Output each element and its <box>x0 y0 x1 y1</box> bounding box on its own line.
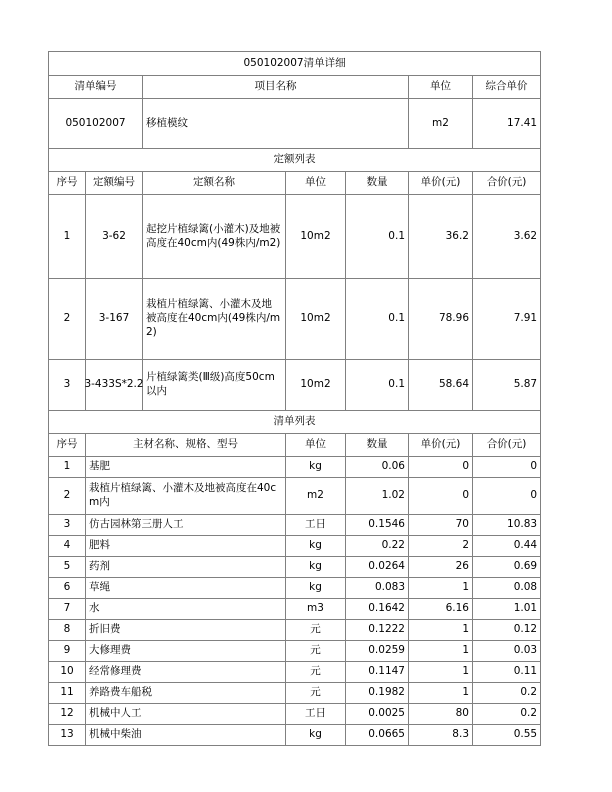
list-qty: 0.1982 <box>346 683 409 704</box>
list-header-qty: 数量 <box>346 434 409 457</box>
quota-qty: 0.1 <box>346 195 409 279</box>
list-name: 肥料 <box>86 536 286 557</box>
list-total: 0.11 <box>473 662 541 683</box>
quota-header-qty: 数量 <box>346 172 409 195</box>
list-seq: 5 <box>49 557 86 578</box>
list-row <box>49 662 541 683</box>
table-row <box>49 411 541 434</box>
quota-code: 3-62 <box>86 195 143 279</box>
list-name: 大修理费 <box>86 641 286 662</box>
list-name: 草绳 <box>86 578 286 599</box>
list-total: 0 <box>473 457 541 478</box>
page-title: 050102007清单详细 <box>49 52 541 76</box>
list-unit: kg <box>286 557 346 578</box>
list-price: 0 <box>409 478 473 515</box>
quota-name: 栽植片植绿篱、小灌木及地被高度在40cm内(49株内/m2) <box>143 279 286 360</box>
list-name: 折旧费 <box>86 620 286 641</box>
list-row <box>49 599 541 620</box>
quota-row <box>49 195 541 279</box>
list-seq: 7 <box>49 599 86 620</box>
list-qty: 0.22 <box>346 536 409 557</box>
list-price: 6.16 <box>409 599 473 620</box>
list-qty: 0.1642 <box>346 599 409 620</box>
list-price: 1 <box>409 662 473 683</box>
list-unit: kg <box>286 578 346 599</box>
table-row <box>49 149 541 172</box>
list-seq: 2 <box>49 478 86 515</box>
list-seq: 13 <box>49 725 86 746</box>
list-seq: 6 <box>49 578 86 599</box>
list-qty: 0.083 <box>346 578 409 599</box>
quota-unit: 10m2 <box>286 360 346 411</box>
list-unit: kg <box>286 725 346 746</box>
list-unit: kg <box>286 536 346 557</box>
list-total: 0.2 <box>473 704 541 725</box>
list-row <box>49 478 541 515</box>
summary-price: 17.41 <box>473 99 541 149</box>
table-row <box>49 52 541 76</box>
list-name: 养路费车船税 <box>86 683 286 704</box>
list-seq: 9 <box>49 641 86 662</box>
list-row <box>49 515 541 536</box>
summary-header-name: 项目名称 <box>143 76 409 99</box>
list-name: 机械中柴油 <box>86 725 286 746</box>
list-row <box>49 578 541 599</box>
summary-code: 050102007 <box>49 99 143 149</box>
summary-name: 移植模纹 <box>143 99 409 149</box>
quota-code <box>86 360 143 411</box>
list-unit: 元 <box>286 662 346 683</box>
quota-total: 7.91 <box>473 279 541 360</box>
list-total: 0 <box>473 478 541 515</box>
list-qty: 0.1546 <box>346 515 409 536</box>
list-seq: 12 <box>49 704 86 725</box>
list-price: 70 <box>409 515 473 536</box>
list-seq: 8 <box>49 620 86 641</box>
quota-seq: 2 <box>49 279 86 360</box>
list-total: 0.08 <box>473 578 541 599</box>
quota-qty: 0.1 <box>346 279 409 360</box>
list-row <box>49 557 541 578</box>
list-row <box>49 536 541 557</box>
list-seq: 3 <box>49 515 86 536</box>
list-qty: 0.06 <box>346 457 409 478</box>
list-header-price: 单价(元) <box>409 434 473 457</box>
quota-code: 3-167 <box>86 279 143 360</box>
quota-unit: 10m2 <box>286 195 346 279</box>
list-total: 1.01 <box>473 599 541 620</box>
quota-header-total: 合价(元) <box>473 172 541 195</box>
list-seq: 1 <box>49 457 86 478</box>
list-price: 8.3 <box>409 725 473 746</box>
list-qty: 0.1147 <box>346 662 409 683</box>
list-row <box>49 725 541 746</box>
quota-row <box>49 360 541 411</box>
quota-price: 36.2 <box>409 195 473 279</box>
list-total: 0.44 <box>473 536 541 557</box>
list-unit: 元 <box>286 683 346 704</box>
list-name: 基肥 <box>86 457 286 478</box>
list-unit: 元 <box>286 641 346 662</box>
list-row <box>49 641 541 662</box>
detail-sheet <box>48 51 540 746</box>
list-price: 80 <box>409 704 473 725</box>
quota-price: 58.64 <box>409 360 473 411</box>
summary-unit: m2 <box>409 99 473 149</box>
quota-row <box>49 279 541 360</box>
list-price: 26 <box>409 557 473 578</box>
list-total: 0.12 <box>473 620 541 641</box>
list-name: 药剂 <box>86 557 286 578</box>
summary-header-code: 清单编号 <box>49 76 143 99</box>
table-row <box>49 434 541 457</box>
list-unit: 元 <box>286 620 346 641</box>
list-header-unit: 单位 <box>286 434 346 457</box>
quota-total: 5.87 <box>473 360 541 411</box>
list-seq: 11 <box>49 683 86 704</box>
quota-price: 78.96 <box>409 279 473 360</box>
list-row <box>49 704 541 725</box>
table-row <box>49 76 541 99</box>
quota-section-title: 定额列表 <box>49 149 541 172</box>
quota-header-name: 定额名称 <box>143 172 286 195</box>
list-price: 0 <box>409 457 473 478</box>
list-qty: 1.02 <box>346 478 409 515</box>
quota-qty: 0.1 <box>346 360 409 411</box>
list-unit: kg <box>286 457 346 478</box>
list-row <box>49 683 541 704</box>
detail-table <box>48 51 541 746</box>
quota-seq: 1 <box>49 195 86 279</box>
list-unit: 工日 <box>286 515 346 536</box>
list-total: 0.2 <box>473 683 541 704</box>
list-qty: 0.0264 <box>346 557 409 578</box>
list-qty: 0.0259 <box>346 641 409 662</box>
quota-total: 3.62 <box>473 195 541 279</box>
list-name: 机械中人工 <box>86 704 286 725</box>
list-name: 栽植片植绿篱、小灌木及地被高度在40cm内 <box>86 478 286 515</box>
quota-header-seq: 序号 <box>49 172 86 195</box>
list-row <box>49 457 541 478</box>
list-name: 仿古园林第三册人工 <box>86 515 286 536</box>
list-unit: m3 <box>286 599 346 620</box>
list-unit: m2 <box>286 478 346 515</box>
list-price: 1 <box>409 620 473 641</box>
list-price: 1 <box>409 683 473 704</box>
quota-name: 片植绿篱类(Ⅲ级)高度50cm以内 <box>143 360 286 411</box>
list-name: 经常修理费 <box>86 662 286 683</box>
list-total: 0.03 <box>473 641 541 662</box>
list-section-title: 清单列表 <box>49 411 541 434</box>
list-seq: 4 <box>49 536 86 557</box>
quota-header-code: 定额编号 <box>86 172 143 195</box>
list-header-seq: 序号 <box>49 434 86 457</box>
quota-header-unit: 单位 <box>286 172 346 195</box>
list-total: 10.83 <box>473 515 541 536</box>
table-row <box>49 172 541 195</box>
list-header-name: 主材名称、规格、型号 <box>86 434 286 457</box>
list-row <box>49 620 541 641</box>
summary-header-price: 综合单价 <box>473 76 541 99</box>
quota-header-price: 单价(元) <box>409 172 473 195</box>
list-name: 水 <box>86 599 286 620</box>
list-price: 1 <box>409 641 473 662</box>
list-price: 1 <box>409 578 473 599</box>
list-qty: 0.0025 <box>346 704 409 725</box>
list-qty: 0.1222 <box>346 620 409 641</box>
quota-seq: 3 <box>49 360 86 411</box>
quota-code-text: 3-433S*2.2 <box>84 378 144 391</box>
list-unit: 工日 <box>286 704 346 725</box>
list-seq: 10 <box>49 662 86 683</box>
summary-header-unit: 单位 <box>409 76 473 99</box>
summary-row <box>49 99 541 149</box>
list-total: 0.69 <box>473 557 541 578</box>
quota-unit: 10m2 <box>286 279 346 360</box>
quota-name: 起挖片植绿篱(小灌木)及地被高度在40cm内(49株内/m2) <box>143 195 286 279</box>
list-total: 0.55 <box>473 725 541 746</box>
list-header-total: 合价(元) <box>473 434 541 457</box>
list-qty: 0.0665 <box>346 725 409 746</box>
list-price: 2 <box>409 536 473 557</box>
